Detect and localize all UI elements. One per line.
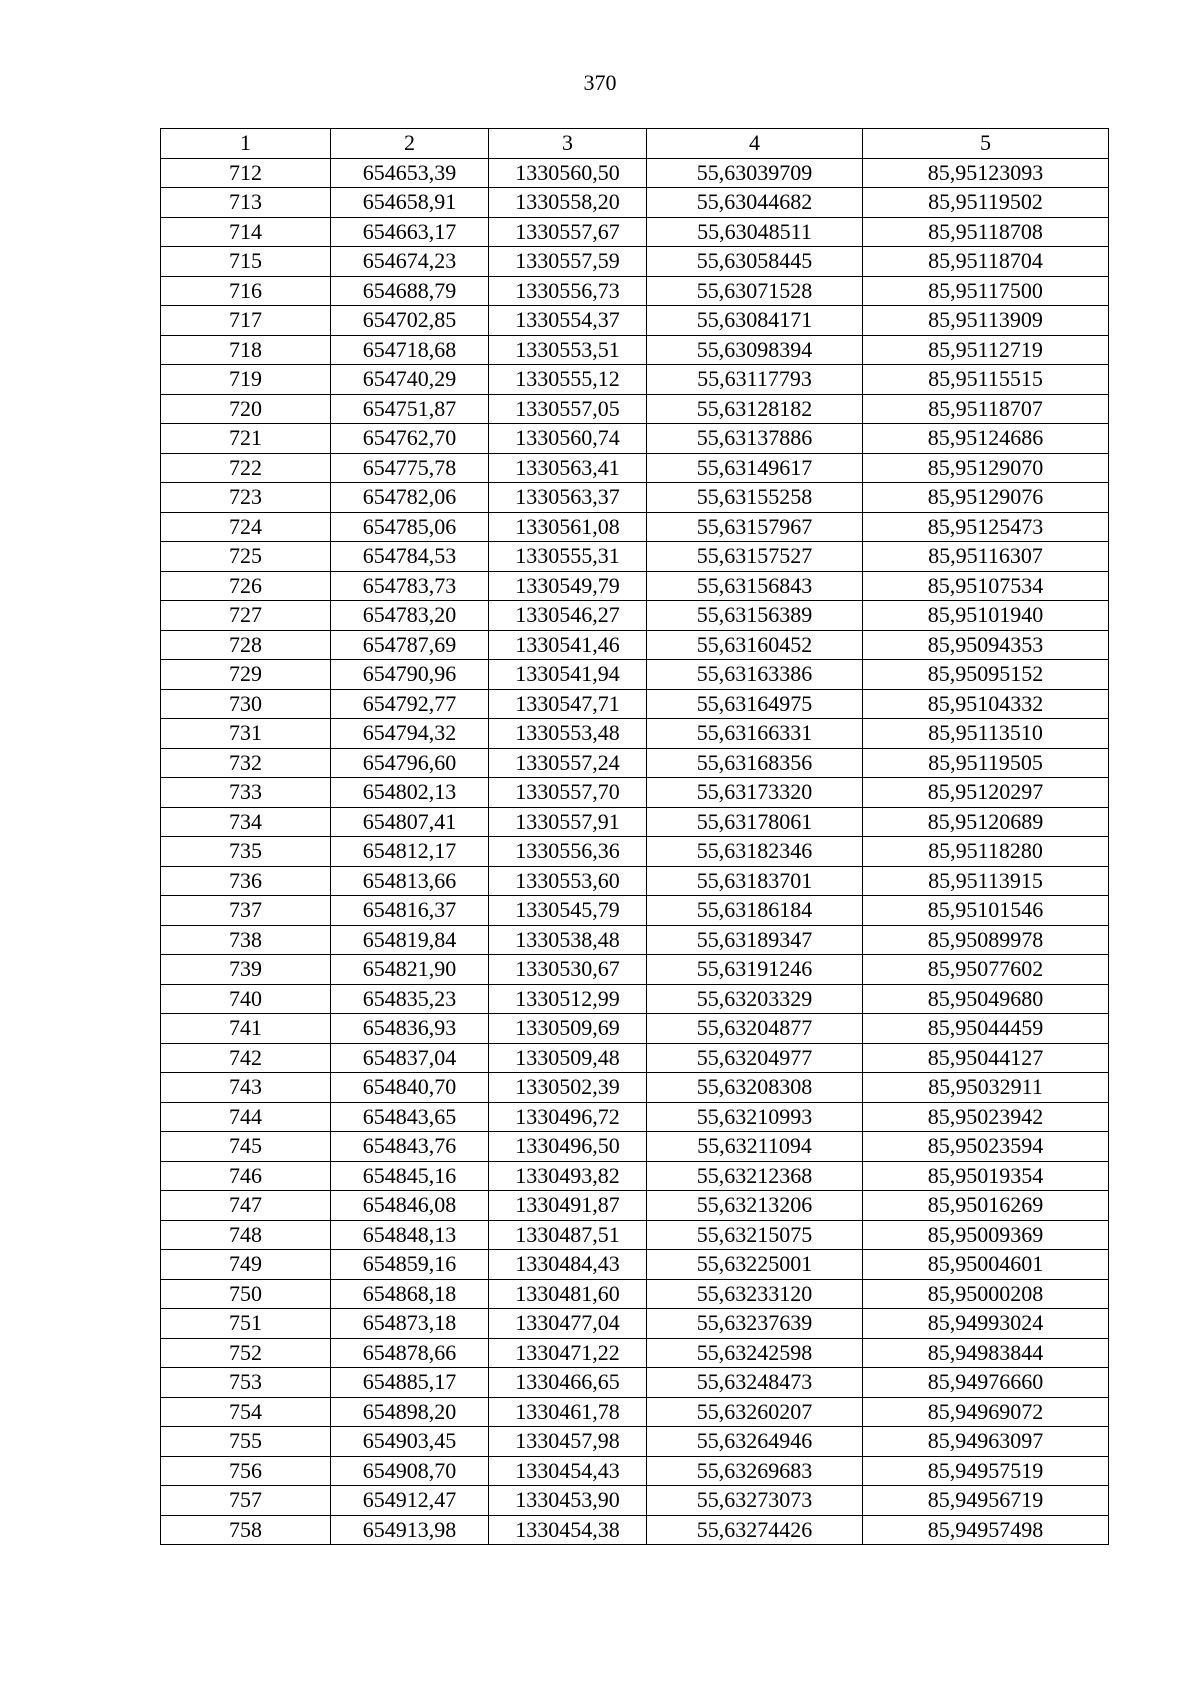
point-number-cell: 730 bbox=[161, 689, 331, 719]
coord-x-cell: 654812,17 bbox=[331, 837, 489, 867]
table-row bbox=[161, 1427, 1109, 1457]
longitude-cell: 85,95125473 bbox=[863, 512, 1109, 542]
coord-x-cell: 654784,53 bbox=[331, 542, 489, 572]
longitude-cell: 85,95120297 bbox=[863, 778, 1109, 808]
longitude-cell: 85,95023594 bbox=[863, 1132, 1109, 1162]
point-number-cell: 734 bbox=[161, 807, 331, 837]
latitude-cell: 55,63204977 bbox=[647, 1043, 863, 1073]
coord-x-cell: 654775,78 bbox=[331, 453, 489, 483]
longitude-cell: 85,94956719 bbox=[863, 1486, 1109, 1516]
latitude-cell: 55,63233120 bbox=[647, 1279, 863, 1309]
point-number-cell: 754 bbox=[161, 1397, 331, 1427]
longitude-cell: 85,95044459 bbox=[863, 1014, 1109, 1044]
longitude-cell: 85,95104332 bbox=[863, 689, 1109, 719]
coord-x-cell: 654848,13 bbox=[331, 1220, 489, 1250]
column-header: 2 bbox=[331, 129, 489, 159]
coord-x-cell: 654878,66 bbox=[331, 1338, 489, 1368]
table-row bbox=[161, 217, 1109, 247]
longitude-cell: 85,95112719 bbox=[863, 335, 1109, 365]
point-number-cell: 726 bbox=[161, 571, 331, 601]
latitude-cell: 55,63274426 bbox=[647, 1515, 863, 1545]
coord-x-cell: 654796,60 bbox=[331, 748, 489, 778]
latitude-cell: 55,63168356 bbox=[647, 748, 863, 778]
point-number-cell: 738 bbox=[161, 925, 331, 955]
point-number-cell: 746 bbox=[161, 1161, 331, 1191]
coord-y-cell: 1330557,91 bbox=[489, 807, 647, 837]
coord-y-cell: 1330541,46 bbox=[489, 630, 647, 660]
coord-x-cell: 654782,06 bbox=[331, 483, 489, 513]
coord-y-cell: 1330453,90 bbox=[489, 1486, 647, 1516]
longitude-cell: 85,94957519 bbox=[863, 1456, 1109, 1486]
point-number-cell: 731 bbox=[161, 719, 331, 749]
coord-y-cell: 1330546,27 bbox=[489, 601, 647, 631]
longitude-cell: 85,95107534 bbox=[863, 571, 1109, 601]
point-number-cell: 755 bbox=[161, 1427, 331, 1457]
coord-x-cell: 654674,23 bbox=[331, 247, 489, 277]
coord-y-cell: 1330512,99 bbox=[489, 984, 647, 1014]
longitude-cell: 85,95119502 bbox=[863, 188, 1109, 218]
longitude-cell: 85,94957498 bbox=[863, 1515, 1109, 1545]
coord-x-cell: 654807,41 bbox=[331, 807, 489, 837]
point-number-cell: 735 bbox=[161, 837, 331, 867]
latitude-cell: 55,63098394 bbox=[647, 335, 863, 365]
coord-y-cell: 1330558,20 bbox=[489, 188, 647, 218]
coord-x-cell: 654898,20 bbox=[331, 1397, 489, 1427]
point-number-cell: 748 bbox=[161, 1220, 331, 1250]
point-number-cell: 747 bbox=[161, 1191, 331, 1221]
coord-y-cell: 1330484,43 bbox=[489, 1250, 647, 1280]
point-number-cell: 752 bbox=[161, 1338, 331, 1368]
coord-x-cell: 654658,91 bbox=[331, 188, 489, 218]
table-row bbox=[161, 601, 1109, 631]
coord-x-cell: 654845,16 bbox=[331, 1161, 489, 1191]
coordinates-table bbox=[160, 128, 1109, 1545]
latitude-cell: 55,63208308 bbox=[647, 1073, 863, 1103]
coord-y-cell: 1330496,50 bbox=[489, 1132, 647, 1162]
table-row bbox=[161, 837, 1109, 867]
longitude-cell: 85,94963097 bbox=[863, 1427, 1109, 1457]
point-number-cell: 719 bbox=[161, 365, 331, 395]
coord-y-cell: 1330554,37 bbox=[489, 306, 647, 336]
latitude-cell: 55,63137886 bbox=[647, 424, 863, 454]
table-row bbox=[161, 335, 1109, 365]
longitude-cell: 85,95044127 bbox=[863, 1043, 1109, 1073]
point-number-cell: 713 bbox=[161, 188, 331, 218]
longitude-cell: 85,95101940 bbox=[863, 601, 1109, 631]
point-number-cell: 737 bbox=[161, 896, 331, 926]
coord-y-cell: 1330481,60 bbox=[489, 1279, 647, 1309]
coord-y-cell: 1330454,43 bbox=[489, 1456, 647, 1486]
table-row bbox=[161, 1073, 1109, 1103]
table-row bbox=[161, 394, 1109, 424]
longitude-cell: 85,95118707 bbox=[863, 394, 1109, 424]
table-row bbox=[161, 306, 1109, 336]
latitude-cell: 55,63160452 bbox=[647, 630, 863, 660]
coord-y-cell: 1330549,79 bbox=[489, 571, 647, 601]
point-number-cell: 742 bbox=[161, 1043, 331, 1073]
coord-y-cell: 1330557,70 bbox=[489, 778, 647, 808]
table-row bbox=[161, 748, 1109, 778]
coord-y-cell: 1330545,79 bbox=[489, 896, 647, 926]
table-row bbox=[161, 1102, 1109, 1132]
latitude-cell: 55,63260207 bbox=[647, 1397, 863, 1427]
table-row bbox=[161, 778, 1109, 808]
latitude-cell: 55,63210993 bbox=[647, 1102, 863, 1132]
table-row bbox=[161, 1043, 1109, 1073]
coord-x-cell: 654846,08 bbox=[331, 1191, 489, 1221]
latitude-cell: 55,63157967 bbox=[647, 512, 863, 542]
latitude-cell: 55,63215075 bbox=[647, 1220, 863, 1250]
coord-x-cell: 654885,17 bbox=[331, 1368, 489, 1398]
longitude-cell: 85,95120689 bbox=[863, 807, 1109, 837]
coord-x-cell: 654783,73 bbox=[331, 571, 489, 601]
latitude-cell: 55,63211094 bbox=[647, 1132, 863, 1162]
point-number-cell: 715 bbox=[161, 247, 331, 277]
table-row bbox=[161, 276, 1109, 306]
coord-y-cell: 1330560,74 bbox=[489, 424, 647, 454]
longitude-cell: 85,94993024 bbox=[863, 1309, 1109, 1339]
table-row bbox=[161, 866, 1109, 896]
coord-x-cell: 654819,84 bbox=[331, 925, 489, 955]
point-number-cell: 740 bbox=[161, 984, 331, 1014]
table-header-row bbox=[161, 129, 1109, 159]
table-row bbox=[161, 1515, 1109, 1545]
coord-y-cell: 1330487,51 bbox=[489, 1220, 647, 1250]
longitude-cell: 85,95118708 bbox=[863, 217, 1109, 247]
coord-x-cell: 654859,16 bbox=[331, 1250, 489, 1280]
latitude-cell: 55,63212368 bbox=[647, 1161, 863, 1191]
coord-x-cell: 654663,17 bbox=[331, 217, 489, 247]
coord-y-cell: 1330557,67 bbox=[489, 217, 647, 247]
coord-y-cell: 1330553,48 bbox=[489, 719, 647, 749]
table-row bbox=[161, 630, 1109, 660]
table-row bbox=[161, 925, 1109, 955]
latitude-cell: 55,63269683 bbox=[647, 1456, 863, 1486]
table-row bbox=[161, 1397, 1109, 1427]
latitude-cell: 55,63156843 bbox=[647, 571, 863, 601]
table-row bbox=[161, 1309, 1109, 1339]
longitude-cell: 85,94983844 bbox=[863, 1338, 1109, 1368]
coord-y-cell: 1330555,31 bbox=[489, 542, 647, 572]
longitude-cell: 85,95000208 bbox=[863, 1279, 1109, 1309]
latitude-cell: 55,63273073 bbox=[647, 1486, 863, 1516]
point-number-cell: 720 bbox=[161, 394, 331, 424]
latitude-cell: 55,63213206 bbox=[647, 1191, 863, 1221]
longitude-cell: 85,95129076 bbox=[863, 483, 1109, 513]
coord-y-cell: 1330454,38 bbox=[489, 1515, 647, 1545]
longitude-cell: 85,95094353 bbox=[863, 630, 1109, 660]
point-number-cell: 714 bbox=[161, 217, 331, 247]
longitude-cell: 85,95077602 bbox=[863, 955, 1109, 985]
latitude-cell: 55,63128182 bbox=[647, 394, 863, 424]
latitude-cell: 55,63183701 bbox=[647, 866, 863, 896]
longitude-cell: 85,95004601 bbox=[863, 1250, 1109, 1280]
latitude-cell: 55,63178061 bbox=[647, 807, 863, 837]
page-number: 370 bbox=[583, 70, 617, 95]
coord-x-cell: 654783,20 bbox=[331, 601, 489, 631]
longitude-cell: 85,95113909 bbox=[863, 306, 1109, 336]
point-number-cell: 724 bbox=[161, 512, 331, 542]
table-row bbox=[161, 571, 1109, 601]
coord-y-cell: 1330555,12 bbox=[489, 365, 647, 395]
coord-x-cell: 654908,70 bbox=[331, 1456, 489, 1486]
coord-x-cell: 654840,70 bbox=[331, 1073, 489, 1103]
table-row bbox=[161, 1220, 1109, 1250]
latitude-cell: 55,63203329 bbox=[647, 984, 863, 1014]
longitude-cell: 85,95118280 bbox=[863, 837, 1109, 867]
table-row bbox=[161, 158, 1109, 188]
coord-y-cell: 1330461,78 bbox=[489, 1397, 647, 1427]
coord-y-cell: 1330547,71 bbox=[489, 689, 647, 719]
point-number-cell: 718 bbox=[161, 335, 331, 365]
coord-y-cell: 1330457,98 bbox=[489, 1427, 647, 1457]
point-number-cell: 729 bbox=[161, 660, 331, 690]
longitude-cell: 85,95129070 bbox=[863, 453, 1109, 483]
point-number-cell: 727 bbox=[161, 601, 331, 631]
table-row bbox=[161, 1368, 1109, 1398]
latitude-cell: 55,63157527 bbox=[647, 542, 863, 572]
coord-x-cell: 654718,68 bbox=[331, 335, 489, 365]
coord-y-cell: 1330502,39 bbox=[489, 1073, 647, 1103]
longitude-cell: 85,95032911 bbox=[863, 1073, 1109, 1103]
point-number-cell: 751 bbox=[161, 1309, 331, 1339]
table-row bbox=[161, 719, 1109, 749]
longitude-cell: 85,95049680 bbox=[863, 984, 1109, 1014]
table-row bbox=[161, 188, 1109, 218]
coord-y-cell: 1330509,69 bbox=[489, 1014, 647, 1044]
longitude-cell: 85,95016269 bbox=[863, 1191, 1109, 1221]
coord-x-cell: 654762,70 bbox=[331, 424, 489, 454]
latitude-cell: 55,63048511 bbox=[647, 217, 863, 247]
coord-y-cell: 1330496,72 bbox=[489, 1102, 647, 1132]
coord-x-cell: 654792,77 bbox=[331, 689, 489, 719]
coord-y-cell: 1330556,36 bbox=[489, 837, 647, 867]
point-number-cell: 712 bbox=[161, 158, 331, 188]
point-number-cell: 741 bbox=[161, 1014, 331, 1044]
longitude-cell: 85,95089978 bbox=[863, 925, 1109, 955]
longitude-cell: 85,95009369 bbox=[863, 1220, 1109, 1250]
longitude-cell: 85,95113510 bbox=[863, 719, 1109, 749]
coord-y-cell: 1330477,04 bbox=[489, 1309, 647, 1339]
coord-x-cell: 654903,45 bbox=[331, 1427, 489, 1457]
point-number-cell: 733 bbox=[161, 778, 331, 808]
coord-x-cell: 654913,98 bbox=[331, 1515, 489, 1545]
coord-x-cell: 654790,96 bbox=[331, 660, 489, 690]
latitude-cell: 55,63058445 bbox=[647, 247, 863, 277]
column-header: 1 bbox=[161, 129, 331, 159]
longitude-cell: 85,95115515 bbox=[863, 365, 1109, 395]
latitude-cell: 55,63117793 bbox=[647, 365, 863, 395]
coord-x-cell: 654821,90 bbox=[331, 955, 489, 985]
longitude-cell: 85,95116307 bbox=[863, 542, 1109, 572]
coord-y-cell: 1330553,60 bbox=[489, 866, 647, 896]
table-row bbox=[161, 896, 1109, 926]
point-number-cell: 744 bbox=[161, 1102, 331, 1132]
table-row bbox=[161, 1191, 1109, 1221]
coord-x-cell: 654837,04 bbox=[331, 1043, 489, 1073]
table-row bbox=[161, 365, 1109, 395]
coord-x-cell: 654843,76 bbox=[331, 1132, 489, 1162]
point-number-cell: 758 bbox=[161, 1515, 331, 1545]
coord-x-cell: 654813,66 bbox=[331, 866, 489, 896]
table-row bbox=[161, 1014, 1109, 1044]
point-number-cell: 736 bbox=[161, 866, 331, 896]
latitude-cell: 55,63166331 bbox=[647, 719, 863, 749]
coord-x-cell: 654787,69 bbox=[331, 630, 489, 660]
table-row bbox=[161, 1279, 1109, 1309]
point-number-cell: 725 bbox=[161, 542, 331, 572]
coord-y-cell: 1330556,73 bbox=[489, 276, 647, 306]
table-body bbox=[161, 158, 1109, 1545]
coord-x-cell: 654794,32 bbox=[331, 719, 489, 749]
coord-x-cell: 654802,13 bbox=[331, 778, 489, 808]
coord-y-cell: 1330561,08 bbox=[489, 512, 647, 542]
latitude-cell: 55,63044682 bbox=[647, 188, 863, 218]
coord-x-cell: 654868,18 bbox=[331, 1279, 489, 1309]
longitude-cell: 85,95119505 bbox=[863, 748, 1109, 778]
coord-y-cell: 1330563,41 bbox=[489, 453, 647, 483]
table-row bbox=[161, 542, 1109, 572]
latitude-cell: 55,63225001 bbox=[647, 1250, 863, 1280]
coord-x-cell: 654702,85 bbox=[331, 306, 489, 336]
latitude-cell: 55,63186184 bbox=[647, 896, 863, 926]
point-number-cell: 750 bbox=[161, 1279, 331, 1309]
coord-y-cell: 1330541,94 bbox=[489, 660, 647, 690]
point-number-cell: 728 bbox=[161, 630, 331, 660]
table-row bbox=[161, 1250, 1109, 1280]
latitude-cell: 55,63237639 bbox=[647, 1309, 863, 1339]
latitude-cell: 55,63155258 bbox=[647, 483, 863, 513]
table-row bbox=[161, 955, 1109, 985]
table-row bbox=[161, 1132, 1109, 1162]
coord-y-cell: 1330563,37 bbox=[489, 483, 647, 513]
point-number-cell: 723 bbox=[161, 483, 331, 513]
longitude-cell: 85,95023942 bbox=[863, 1102, 1109, 1132]
longitude-cell: 85,95117500 bbox=[863, 276, 1109, 306]
coord-y-cell: 1330560,50 bbox=[489, 158, 647, 188]
table-row bbox=[161, 689, 1109, 719]
coord-x-cell: 654843,65 bbox=[331, 1102, 489, 1132]
coord-y-cell: 1330553,51 bbox=[489, 335, 647, 365]
column-header: 4 bbox=[647, 129, 863, 159]
coord-x-cell: 654653,39 bbox=[331, 158, 489, 188]
longitude-cell: 85,95095152 bbox=[863, 660, 1109, 690]
longitude-cell: 85,95123093 bbox=[863, 158, 1109, 188]
longitude-cell: 85,95019354 bbox=[863, 1161, 1109, 1191]
latitude-cell: 55,63264946 bbox=[647, 1427, 863, 1457]
table-row bbox=[161, 424, 1109, 454]
latitude-cell: 55,63156389 bbox=[647, 601, 863, 631]
coord-x-cell: 654740,29 bbox=[331, 365, 489, 395]
latitude-cell: 55,63182346 bbox=[647, 837, 863, 867]
longitude-cell: 85,94976660 bbox=[863, 1368, 1109, 1398]
longitude-cell: 85,95118704 bbox=[863, 247, 1109, 277]
longitude-cell: 85,95113915 bbox=[863, 866, 1109, 896]
point-number-cell: 716 bbox=[161, 276, 331, 306]
point-number-cell: 753 bbox=[161, 1368, 331, 1398]
point-number-cell: 757 bbox=[161, 1486, 331, 1516]
table-row bbox=[161, 1456, 1109, 1486]
coord-x-cell: 654816,37 bbox=[331, 896, 489, 926]
point-number-cell: 732 bbox=[161, 748, 331, 778]
point-number-cell: 745 bbox=[161, 1132, 331, 1162]
point-number-cell: 756 bbox=[161, 1456, 331, 1486]
coord-y-cell: 1330491,87 bbox=[489, 1191, 647, 1221]
coord-x-cell: 654688,79 bbox=[331, 276, 489, 306]
latitude-cell: 55,63189347 bbox=[647, 925, 863, 955]
latitude-cell: 55,63242598 bbox=[647, 1338, 863, 1368]
table-row bbox=[161, 1486, 1109, 1516]
table-row bbox=[161, 247, 1109, 277]
coord-y-cell: 1330557,24 bbox=[489, 748, 647, 778]
column-header: 5 bbox=[863, 129, 1109, 159]
latitude-cell: 55,63163386 bbox=[647, 660, 863, 690]
column-header: 3 bbox=[489, 129, 647, 159]
latitude-cell: 55,63039709 bbox=[647, 158, 863, 188]
table-row bbox=[161, 483, 1109, 513]
latitude-cell: 55,63191246 bbox=[647, 955, 863, 985]
point-number-cell: 739 bbox=[161, 955, 331, 985]
table-row bbox=[161, 1338, 1109, 1368]
coord-y-cell: 1330557,59 bbox=[489, 247, 647, 277]
latitude-cell: 55,63204877 bbox=[647, 1014, 863, 1044]
table-row bbox=[161, 1161, 1109, 1191]
coord-x-cell: 654836,93 bbox=[331, 1014, 489, 1044]
point-number-cell: 743 bbox=[161, 1073, 331, 1103]
coord-x-cell: 654785,06 bbox=[331, 512, 489, 542]
point-number-cell: 717 bbox=[161, 306, 331, 336]
latitude-cell: 55,63164975 bbox=[647, 689, 863, 719]
coord-x-cell: 654835,23 bbox=[331, 984, 489, 1014]
coord-y-cell: 1330466,65 bbox=[489, 1368, 647, 1398]
coord-y-cell: 1330493,82 bbox=[489, 1161, 647, 1191]
coord-x-cell: 654751,87 bbox=[331, 394, 489, 424]
point-number-cell: 721 bbox=[161, 424, 331, 454]
table-row bbox=[161, 660, 1109, 690]
coord-y-cell: 1330538,48 bbox=[489, 925, 647, 955]
coord-x-cell: 654873,18 bbox=[331, 1309, 489, 1339]
latitude-cell: 55,63071528 bbox=[647, 276, 863, 306]
coord-y-cell: 1330509,48 bbox=[489, 1043, 647, 1073]
table-row bbox=[161, 453, 1109, 483]
point-number-cell: 722 bbox=[161, 453, 331, 483]
table-row bbox=[161, 512, 1109, 542]
latitude-cell: 55,63084171 bbox=[647, 306, 863, 336]
table-row bbox=[161, 807, 1109, 837]
latitude-cell: 55,63248473 bbox=[647, 1368, 863, 1398]
coord-x-cell: 654912,47 bbox=[331, 1486, 489, 1516]
latitude-cell: 55,63149617 bbox=[647, 453, 863, 483]
longitude-cell: 85,95101546 bbox=[863, 896, 1109, 926]
latitude-cell: 55,63173320 bbox=[647, 778, 863, 808]
table-row bbox=[161, 984, 1109, 1014]
point-number-cell: 749 bbox=[161, 1250, 331, 1280]
coord-y-cell: 1330471,22 bbox=[489, 1338, 647, 1368]
longitude-cell: 85,95124686 bbox=[863, 424, 1109, 454]
longitude-cell: 85,94969072 bbox=[863, 1397, 1109, 1427]
coord-y-cell: 1330530,67 bbox=[489, 955, 647, 985]
coord-y-cell: 1330557,05 bbox=[489, 394, 647, 424]
